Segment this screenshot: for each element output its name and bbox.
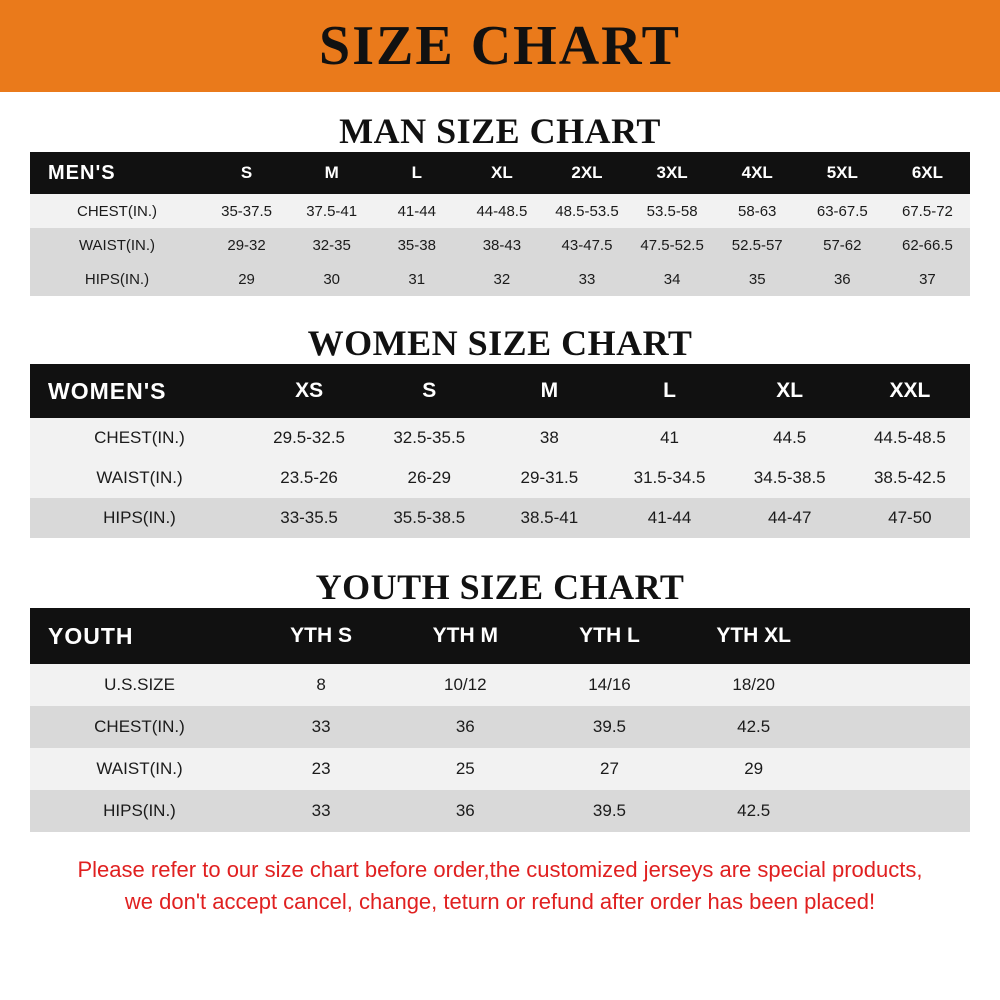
youth-table-head: [30, 608, 970, 664]
table-cell: 32.5-35.5: [369, 418, 489, 458]
table-header-row: [30, 608, 970, 664]
table-cell: 38: [489, 418, 609, 458]
table-cell: 44.5-48.5: [850, 418, 970, 458]
man-table-body: [30, 194, 970, 296]
women-size-table: [30, 364, 970, 538]
table-cell: 33: [544, 262, 629, 296]
table-row: [30, 748, 970, 790]
man-size-table: [30, 152, 970, 296]
table-cell: 37: [885, 262, 970, 296]
table-cell: 35: [715, 262, 800, 296]
youth-table-body: [30, 664, 970, 832]
women-row-chest-label: CHEST(IN.): [30, 418, 249, 458]
table-row: [30, 664, 970, 706]
table-cell: 35.5-38.5: [369, 498, 489, 538]
table-cell: 30: [289, 262, 374, 296]
man-section-title: MAN SIZE CHART: [339, 111, 661, 151]
table-row: [30, 498, 970, 538]
table-cell: 42.5: [682, 790, 826, 832]
table-cell: 23.5-26: [249, 458, 369, 498]
youth-header-label: YOUTH: [30, 608, 249, 664]
table-cell: 67.5-72: [885, 194, 970, 228]
table-cell: 33: [249, 706, 393, 748]
table-cell: 35-38: [374, 228, 459, 262]
table-cell: 32: [459, 262, 544, 296]
table-row: [30, 418, 970, 458]
table-cell: 14/16: [537, 664, 681, 706]
man-header-label: MEN'S: [30, 152, 204, 194]
youth-row-waist-label: WAIST(IN.): [30, 748, 249, 790]
table-cell: 34.5-38.5: [730, 458, 850, 498]
man-col-3xl: 3XL: [630, 152, 715, 194]
youth-col-spacer: [826, 608, 970, 664]
man-row-hips-label: HIPS(IN.): [30, 262, 204, 296]
table-cell: 18/20: [682, 664, 826, 706]
table-cell: 37.5-41: [289, 194, 374, 228]
table-cell: 10/12: [393, 664, 537, 706]
table-cell: 39.5: [537, 706, 681, 748]
man-col-l: L: [374, 152, 459, 194]
women-table-body: [30, 418, 970, 538]
table-cell: 29-31.5: [489, 458, 609, 498]
table-cell-spacer: [826, 706, 970, 748]
table-cell: 52.5-57: [715, 228, 800, 262]
table-header-row: [30, 152, 970, 194]
table-cell: 43-47.5: [544, 228, 629, 262]
table-cell: 27: [537, 748, 681, 790]
man-col-xl: XL: [459, 152, 544, 194]
women-col-xs: XS: [249, 364, 369, 418]
table-cell: 36: [800, 262, 885, 296]
man-row-chest-label: CHEST(IN.): [30, 194, 204, 228]
man-col-4xl: 4XL: [715, 152, 800, 194]
table-cell: 36: [393, 706, 537, 748]
table-cell: 8: [249, 664, 393, 706]
table-cell-spacer: [826, 790, 970, 832]
youth-row-chest-label: CHEST(IN.): [30, 706, 249, 748]
women-row-hips-label: HIPS(IN.): [30, 498, 249, 538]
table-cell: 29: [682, 748, 826, 790]
table-header-row: [30, 364, 970, 418]
table-cell-spacer: [826, 664, 970, 706]
table-cell: 29.5-32.5: [249, 418, 369, 458]
table-row: [30, 790, 970, 832]
women-table-wrap: [30, 364, 970, 538]
man-col-5xl: 5XL: [800, 152, 885, 194]
youth-col-xl: YTH XL: [682, 608, 826, 664]
youth-section-title: YOUTH SIZE CHART: [315, 567, 685, 607]
man-col-6xl: 6XL: [885, 152, 970, 194]
table-cell: 48.5-53.5: [544, 194, 629, 228]
table-cell: 44-47: [730, 498, 850, 538]
table-cell: 39.5: [537, 790, 681, 832]
man-table-head: [30, 152, 970, 194]
man-col-m: M: [289, 152, 374, 194]
table-cell: 41-44: [374, 194, 459, 228]
note-line-1: Please refer to our size chart before order,the customized jerseys are special products,: [77, 857, 923, 882]
table-cell: 38.5-42.5: [850, 458, 970, 498]
table-row: [30, 194, 970, 228]
table-cell: 62-66.5: [885, 228, 970, 262]
youth-col-l: YTH L: [537, 608, 681, 664]
table-cell: 63-67.5: [800, 194, 885, 228]
women-col-l: L: [609, 364, 729, 418]
women-col-s: S: [369, 364, 489, 418]
women-section-title: WOMEN SIZE CHART: [307, 323, 693, 363]
man-table-wrap: [30, 152, 970, 296]
table-cell: 41: [609, 418, 729, 458]
table-row: [30, 706, 970, 748]
return-policy-note: [25, 854, 975, 918]
table-cell: 34: [630, 262, 715, 296]
table-cell: 47-50: [850, 498, 970, 538]
table-cell: 41-44: [609, 498, 729, 538]
table-row: [30, 458, 970, 498]
table-cell: 32-35: [289, 228, 374, 262]
women-col-m: M: [489, 364, 609, 418]
table-cell: 29: [204, 262, 289, 296]
man-col-2xl: 2XL: [544, 152, 629, 194]
table-cell: 44-48.5: [459, 194, 544, 228]
women-col-xl: XL: [730, 364, 850, 418]
table-cell: 36: [393, 790, 537, 832]
man-row-waist-label: WAIST(IN.): [30, 228, 204, 262]
table-cell: 44.5: [730, 418, 850, 458]
table-cell: 57-62: [800, 228, 885, 262]
women-table-head: [30, 364, 970, 418]
table-row: [30, 228, 970, 262]
table-cell: 33: [249, 790, 393, 832]
women-header-label: WOMEN'S: [30, 364, 249, 418]
table-cell: 47.5-52.5: [630, 228, 715, 262]
table-cell: 29-32: [204, 228, 289, 262]
table-cell: 35-37.5: [204, 194, 289, 228]
table-cell: 33-35.5: [249, 498, 369, 538]
page-title: SIZE CHART: [319, 15, 681, 77]
youth-col-s: YTH S: [249, 608, 393, 664]
table-cell: 26-29: [369, 458, 489, 498]
table-cell: 31: [374, 262, 459, 296]
table-cell: 31.5-34.5: [609, 458, 729, 498]
table-row: [30, 262, 970, 296]
table-cell: 38.5-41: [489, 498, 609, 538]
table-cell: 42.5: [682, 706, 826, 748]
table-cell: 38-43: [459, 228, 544, 262]
youth-col-m: YTH M: [393, 608, 537, 664]
table-cell: 53.5-58: [630, 194, 715, 228]
youth-row-ussize-label: U.S.SIZE: [30, 664, 249, 706]
man-col-s: S: [204, 152, 289, 194]
women-col-xxl: XXL: [850, 364, 970, 418]
table-cell: 25: [393, 748, 537, 790]
women-row-waist-label: WAIST(IN.): [30, 458, 249, 498]
table-cell-spacer: [826, 748, 970, 790]
note-line-2: we don't accept cancel, change, teturn or refund after order has been placed!: [124, 888, 876, 914]
table-cell: 58-63: [715, 194, 800, 228]
page-banner: [0, 0, 1000, 92]
youth-table-wrap: [30, 608, 970, 832]
youth-size-table: [30, 608, 970, 832]
youth-row-hips-label: HIPS(IN.): [30, 790, 249, 832]
table-cell: 23: [249, 748, 393, 790]
